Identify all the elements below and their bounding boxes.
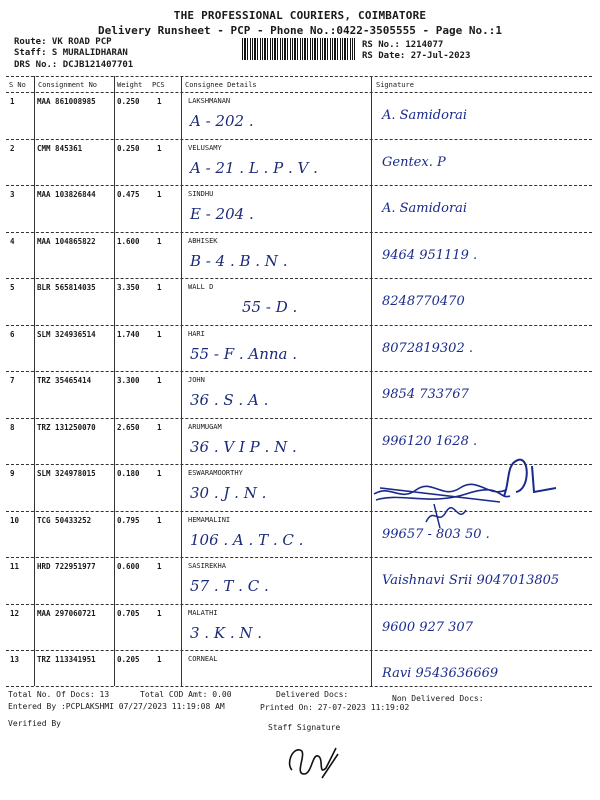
row-sno: 4: [10, 236, 15, 246]
row-pcs: 1: [157, 562, 162, 571]
row-weight: 3.300: [117, 376, 140, 385]
row-weight: 2.650: [117, 422, 140, 432]
row-divider: [6, 185, 592, 186]
row-consignment-no: CMM 845361: [37, 143, 83, 153]
row-signature: 8072819302 .: [382, 340, 473, 356]
col-divider: [34, 76, 35, 686]
row-sno: 1: [10, 97, 15, 106]
row-handwritten-address: 36 . V I P . N .: [190, 437, 297, 456]
staff-signature: [282, 734, 342, 784]
row-pcs: 1: [157, 376, 162, 385]
row-sno: 2: [10, 143, 15, 153]
row-divider: [6, 371, 592, 372]
printed-on: Printed On: 27-07-2023 11:19:02: [260, 703, 410, 712]
row-pcs: 1: [157, 283, 162, 292]
row-consignment-no: MAA 861008985: [37, 97, 96, 106]
table-top-rule: [6, 76, 592, 77]
col-divider: [371, 76, 372, 686]
total-cod: Total COD Amt: 0.00: [140, 690, 232, 699]
row-weight: 0.250: [117, 97, 140, 106]
row-divider: [6, 278, 592, 279]
row-signature: A. Samidorai: [382, 201, 468, 216]
runsheet-subtitle: Delivery Runsheet - PCP - Phone No.:0422-3505555 - Page No.:1: [98, 24, 502, 37]
row-weight: 1.600: [117, 236, 140, 246]
rs-date: RS Date: 27-Jul-2023: [362, 51, 471, 61]
row-consignee-name: JOHN: [188, 376, 205, 384]
row-consignee-name: SINDHU: [188, 190, 214, 198]
row-signature: 9600 927 307: [382, 619, 473, 635]
non-delivered-docs: Non Delivered Docs:: [392, 694, 484, 703]
row-pcs: 1: [157, 97, 162, 106]
row-pcs: 1: [157, 236, 162, 246]
row-handwritten-address: E - 204 .: [190, 205, 254, 223]
row-handwritten-address: A - 202 .: [190, 112, 254, 130]
row-consignee-name: LAKSHMANAN: [188, 97, 231, 105]
dl-signature: [496, 452, 566, 502]
row-pcs: 1: [157, 608, 162, 618]
row-consignee-name: ABHISEK: [188, 236, 218, 245]
row-signature: Gentex. P: [382, 154, 446, 170]
row-consignment-no: TRZ 131250070: [37, 422, 96, 432]
barcode: [242, 38, 355, 60]
row-sno: 9: [10, 469, 15, 478]
col-header-signature: Signature: [376, 81, 414, 89]
row-pcs: 1: [157, 190, 162, 199]
row-handwritten-address: A - 21 . L . P . V .: [190, 158, 318, 177]
row-handwritten-address: 55 - F . Anna .: [190, 344, 298, 363]
row-consignee-name: HARI: [188, 329, 205, 338]
col-header-consignment: Consignment No: [38, 81, 98, 89]
row-sno: 8: [10, 422, 15, 432]
row-pcs: 1: [157, 515, 162, 525]
row-weight: 0.250: [117, 143, 140, 153]
row-consignment-no: TRZ 113341951: [37, 655, 96, 664]
row-consignment-no: BLR 565814035: [37, 283, 96, 292]
row-handwritten-address: 106 . A . T . C .: [190, 530, 304, 549]
initials-scribble: [420, 500, 480, 530]
row-signature: A. Samidorai: [382, 108, 468, 123]
row-sno: 6: [10, 329, 15, 339]
row-signature: 996120 1628 .: [382, 433, 478, 449]
row-weight: 3.350: [117, 283, 140, 292]
col-header-sno: S No: [9, 81, 26, 89]
delivered-docs: Delivered Docs:: [276, 690, 349, 699]
row-consignment-no: SLM 324978015: [37, 469, 96, 478]
row-consignee-name: ARUMUGAM: [188, 422, 222, 431]
row-sno: 3: [10, 190, 15, 199]
row-sno: 7: [10, 376, 15, 385]
col-header-weight: Weight: [117, 81, 143, 89]
row-divider: [6, 232, 592, 233]
entered-by: Entered By :PCPLAKSHMI 07/27/2023 11:19:08 AM: [8, 702, 225, 711]
row-consignment-no: TCG 50433252: [37, 515, 92, 525]
row-consignment-no: TRZ 35465414: [37, 376, 92, 385]
row-weight: 0.205: [117, 655, 140, 664]
route-label: Route: VK ROAD PCP: [14, 37, 112, 47]
row-weight: 0.600: [117, 562, 140, 571]
col-header-pcs: PCS: [152, 81, 165, 89]
row-pcs: 1: [157, 422, 162, 432]
row-signature: 9464 951119 .: [382, 247, 478, 263]
row-signature: Vaishnavi Srii 9047013805: [382, 573, 560, 588]
row-signature: Ravi 9543636669: [382, 666, 499, 681]
row-signature: 9854 733767: [382, 387, 469, 402]
row-pcs: 1: [157, 143, 162, 153]
row-divider: [6, 139, 592, 140]
row-pcs: 1: [157, 655, 162, 664]
rs-number: RS No.: 1214077: [362, 40, 444, 50]
row-weight: 0.475: [117, 190, 140, 199]
row-handwritten-address: 55 - D .: [242, 298, 298, 316]
row-sno: 13: [10, 655, 20, 664]
row-consignment-no: HRD 722951977: [37, 562, 96, 571]
row-divider: [6, 557, 592, 558]
header-bottom-rule: [6, 92, 592, 93]
row-weight: 0.795: [117, 515, 140, 525]
staff-label: Staff: S MURALIDHARAN: [14, 48, 128, 58]
row-pcs: 1: [157, 469, 162, 478]
company-title: THE PROFESSIONAL COURIERS, COIMBATORE: [173, 9, 427, 22]
row-handwritten-address: 30 . J . N .: [190, 484, 267, 502]
row-weight: 0.705: [117, 608, 140, 618]
row-divider: [6, 325, 592, 326]
row-pcs: 1: [157, 329, 162, 339]
staff-signature-label: Staff Signature: [268, 723, 341, 732]
row-handwritten-address: 57 . T . C .: [190, 577, 269, 595]
row-divider: [6, 604, 592, 605]
row-divider: [6, 650, 592, 651]
row-consignee-name: SASIREKHA: [188, 562, 226, 570]
row-consignee-name: CORNEAL: [188, 655, 218, 663]
row-sno: 5: [10, 283, 15, 292]
row-consignee-name: VELUSAMY: [188, 143, 222, 152]
row-consignee-name: MALATHI: [188, 608, 218, 617]
row-handwritten-address: B - 4 . B . N .: [190, 251, 288, 270]
row-divider: [6, 511, 592, 512]
row-consignment-no: MAA 297060721: [37, 608, 96, 618]
row-divider: [6, 418, 592, 419]
row-signature: 99657 - 803 50 .: [382, 526, 490, 542]
row-consignee-name: WALL D: [188, 283, 214, 291]
row-sno: 12: [10, 608, 20, 618]
drs-number: DRS No.: DCJB121407701: [14, 60, 134, 70]
row-sno: 10: [10, 515, 20, 525]
row-consignee-name: HEMAMALINI: [188, 515, 231, 524]
table-bottom-rule: [6, 686, 592, 687]
row-consignment-no: MAA 103826844: [37, 190, 96, 199]
verified-by: Verified By: [8, 719, 61, 728]
row-sno: 11: [10, 562, 20, 571]
row-consignee-name: ESWARAMOORTHY: [188, 469, 243, 477]
row-weight: 1.740: [117, 329, 140, 339]
total-docs: Total No. Of Docs: 13: [8, 690, 110, 699]
row-handwritten-address: 3 . K . N .: [190, 623, 263, 642]
col-header-consignee: Consignee Details: [185, 81, 257, 89]
row-consignment-no: MAA 104865822: [37, 236, 96, 246]
col-divider: [181, 76, 182, 686]
row-weight: 0.180: [117, 469, 140, 478]
row-consignment-no: SLM 324936514: [37, 329, 96, 339]
col-divider: [114, 76, 115, 686]
row-signature: 8248770470: [382, 294, 465, 309]
row-handwritten-address: 36 . S . A .: [190, 391, 269, 409]
